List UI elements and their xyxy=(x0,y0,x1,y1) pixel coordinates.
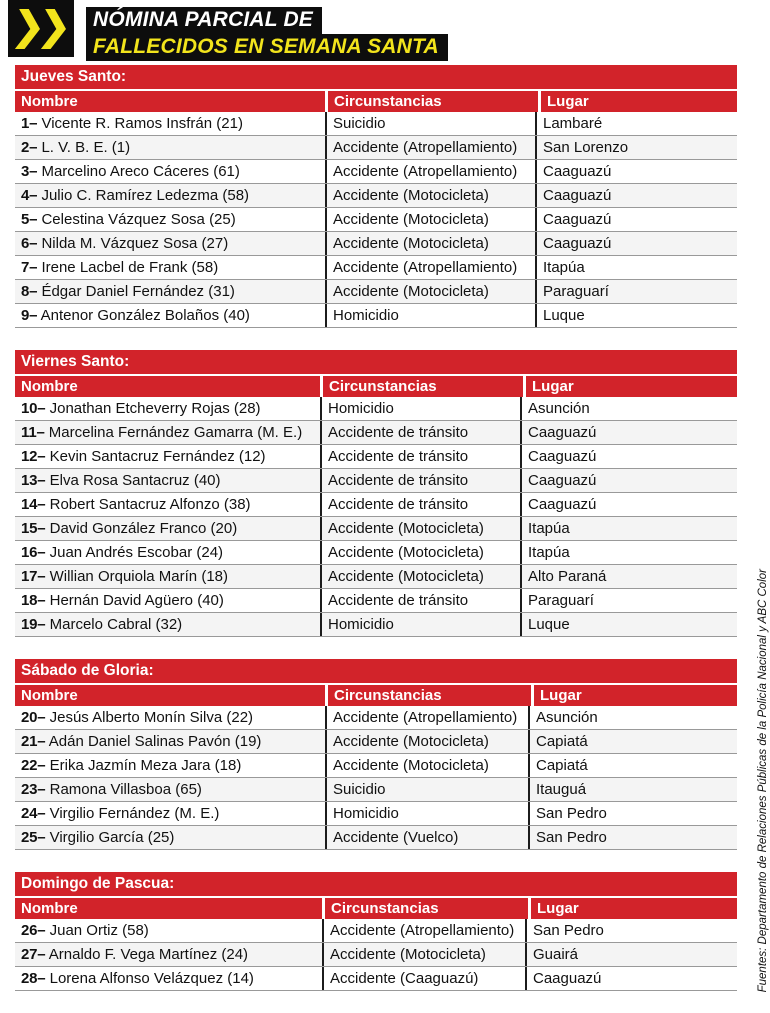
table-row xyxy=(15,706,737,730)
row-place: Asunción xyxy=(528,706,737,729)
row-circumstance: Accidente (Motocicleta) xyxy=(325,280,535,303)
row-place: Caaguazú xyxy=(535,184,737,207)
row-place: San Pedro xyxy=(528,802,737,825)
row-place: Caaguazú xyxy=(525,967,737,990)
table-row xyxy=(15,208,737,232)
row-number: 24– xyxy=(21,805,46,822)
row-circumstance: Accidente (Atropellamiento) xyxy=(325,706,528,729)
row-place: Caaguazú xyxy=(520,421,737,444)
row-name: 28– Lorena Alfonso Velázquez (14) xyxy=(21,970,254,987)
row-name: 1– Vicente R. Ramos Insfrán (21) xyxy=(21,115,243,132)
row-place: Itapúa xyxy=(535,256,737,279)
row-place: Caaguazú xyxy=(520,445,737,468)
column-header-circunstancias: Circunstancias xyxy=(328,685,531,706)
row-circumstance: Accidente (Caaguazú) xyxy=(322,967,525,990)
row-number: 6– xyxy=(21,235,38,252)
row-circumstance: Accidente de tránsito xyxy=(320,469,520,492)
table-row xyxy=(15,967,737,991)
row-circumstance: Homicidio xyxy=(320,397,520,420)
table-row xyxy=(15,493,737,517)
row-circumstance: Accidente (Motocicleta) xyxy=(320,541,520,564)
row-number: 2– xyxy=(21,139,38,156)
table-row xyxy=(15,826,737,850)
table-row xyxy=(15,802,737,826)
table-row xyxy=(15,397,737,421)
table-row xyxy=(15,304,737,328)
section-table xyxy=(15,350,737,637)
column-header-circunstancias: Circunstancias xyxy=(323,376,523,397)
row-place: Guairá xyxy=(525,943,737,966)
row-number: 21– xyxy=(21,733,46,750)
row-name: 16– Juan Andrés Escobar (24) xyxy=(21,544,224,561)
page-title xyxy=(86,7,448,61)
column-header-row xyxy=(15,91,737,112)
row-number: 4– xyxy=(21,187,38,204)
table-row xyxy=(15,160,737,184)
table-row xyxy=(15,778,737,802)
source-note: Fuentes: Departamento de Relaciones Públicas de la Policía Nacional y ABC Color xyxy=(757,568,769,992)
column-header-lugar: Lugar xyxy=(531,898,737,919)
column-header-lugar: Lugar xyxy=(541,91,737,112)
table-row xyxy=(15,613,737,637)
row-name: 10– Jonathan Etcheverry Rojas (28) xyxy=(21,400,261,417)
row-number: 8– xyxy=(21,283,38,300)
row-number: 18– xyxy=(21,592,46,609)
row-number: 17– xyxy=(21,568,46,585)
column-header-nombre: Nombre xyxy=(15,685,325,706)
column-header-nombre: Nombre xyxy=(15,376,320,397)
row-number: 22– xyxy=(21,757,46,774)
row-place: Itapúa xyxy=(520,517,737,540)
table-row xyxy=(15,943,737,967)
row-place: San Lorenzo xyxy=(535,136,737,159)
row-circumstance: Homicidio xyxy=(325,802,528,825)
row-circumstance: Accidente de tránsito xyxy=(320,589,520,612)
row-name: 9– Antenor González Bolaños (40) xyxy=(21,307,250,324)
row-name: 3– Marcelino Areco Cáceres (61) xyxy=(21,163,240,180)
section-table xyxy=(15,872,737,991)
row-place: Lambaré xyxy=(535,112,737,135)
column-header-nombre: Nombre xyxy=(15,91,325,112)
row-name: 26– Juan Ortiz (58) xyxy=(21,922,149,939)
row-number: 9– xyxy=(21,307,38,324)
row-circumstance: Accidente (Atropellamiento) xyxy=(325,256,535,279)
row-name: 25– Virgilio García (25) xyxy=(21,829,175,846)
table-row xyxy=(15,256,737,280)
row-number: 27– xyxy=(21,946,46,963)
row-name: 21– Adán Daniel Salinas Pavón (19) xyxy=(21,733,262,750)
row-number: 23– xyxy=(21,781,46,798)
row-place: Caaguazú xyxy=(520,493,737,516)
row-number: 13– xyxy=(21,472,46,489)
double-chevron-right-icon xyxy=(8,0,74,57)
row-name: 24– Virgilio Fernández (M. E.) xyxy=(21,805,220,822)
row-name: 13– Elva Rosa Santacruz (40) xyxy=(21,472,221,489)
table-row xyxy=(15,469,737,493)
table-body xyxy=(15,397,737,637)
row-place: Asunción xyxy=(520,397,737,420)
section-table xyxy=(15,65,737,328)
table-row xyxy=(15,184,737,208)
row-number: 12– xyxy=(21,448,46,465)
row-place: Paraguarí xyxy=(520,589,737,612)
row-name: 14– Robert Santacruz Alfonzo (38) xyxy=(21,496,251,513)
table-row xyxy=(15,136,737,160)
table-row xyxy=(15,445,737,469)
row-number: 26– xyxy=(21,922,46,939)
row-circumstance: Accidente (Atropellamiento) xyxy=(325,160,535,183)
row-circumstance: Accidente (Motocicleta) xyxy=(325,184,535,207)
section-table xyxy=(15,659,737,850)
table-row xyxy=(15,730,737,754)
section-title-bar: Domingo de Pascua: xyxy=(15,872,737,896)
row-circumstance: Homicidio xyxy=(325,304,535,327)
row-name: 12– Kevin Santacruz Fernández (12) xyxy=(21,448,266,465)
row-number: 19– xyxy=(21,616,46,633)
row-name: 7– Irene Lacbel de Frank (58) xyxy=(21,259,219,276)
table-body xyxy=(15,919,737,991)
chevron-right-icon xyxy=(40,9,67,49)
row-circumstance: Accidente (Motocicleta) xyxy=(325,754,528,777)
row-place: Caaguazú xyxy=(535,160,737,183)
row-place: San Pedro xyxy=(528,826,737,849)
page-title-line-2: FALLECIDOS EN SEMANA SANTA xyxy=(86,34,448,61)
row-place: Paraguarí xyxy=(535,280,737,303)
table-row xyxy=(15,919,737,943)
page-title-line-1: NÓMINA PARCIAL DE xyxy=(86,7,322,34)
row-circumstance: Accidente de tránsito xyxy=(320,493,520,516)
row-place: Capiatá xyxy=(528,754,737,777)
row-circumstance: Accidente (Motocicleta) xyxy=(325,208,535,231)
row-circumstance: Accidente de tránsito xyxy=(320,421,520,444)
row-number: 10– xyxy=(21,400,46,417)
table-row xyxy=(15,541,737,565)
row-place: Itauguá xyxy=(528,778,737,801)
row-number: 5– xyxy=(21,211,38,228)
row-number: 20– xyxy=(21,709,46,726)
tables-container xyxy=(15,65,737,1013)
row-circumstance: Suicidio xyxy=(325,112,535,135)
row-name: 22– Erika Jazmín Meza Jara (18) xyxy=(21,757,242,774)
table-row xyxy=(15,589,737,613)
section-title-bar: Sábado de Gloria: xyxy=(15,659,737,683)
row-circumstance: Accidente (Motocicleta) xyxy=(325,232,535,255)
column-header-circunstancias: Circunstancias xyxy=(325,898,528,919)
row-name: 6– Nilda M. Vázquez Sosa (27) xyxy=(21,235,229,252)
row-number: 7– xyxy=(21,259,38,276)
column-header-row xyxy=(15,898,737,919)
row-place: Caaguazú xyxy=(520,469,737,492)
table-row xyxy=(15,517,737,541)
row-place: San Pedro xyxy=(525,919,737,942)
row-circumstance: Accidente (Motocicleta) xyxy=(325,730,528,753)
row-name: 5– Celestina Vázquez Sosa (25) xyxy=(21,211,236,228)
table-body xyxy=(15,706,737,850)
row-name: 15– David González Franco (20) xyxy=(21,520,238,537)
masthead xyxy=(8,0,448,61)
row-place: Alto Paraná xyxy=(520,565,737,588)
row-number: 11– xyxy=(21,424,45,441)
row-name: 19– Marcelo Cabral (32) xyxy=(21,616,183,633)
row-circumstance: Homicidio xyxy=(320,613,520,636)
row-name: 2– L. V. B. E. (1) xyxy=(21,139,131,156)
row-name: 18– Hernán David Agüero (40) xyxy=(21,592,224,609)
row-place: Luque xyxy=(535,304,737,327)
table-body xyxy=(15,112,737,328)
row-place: Luque xyxy=(520,613,737,636)
column-header-row xyxy=(15,376,737,397)
row-circumstance: Accidente (Atropellamiento) xyxy=(322,919,525,942)
row-number: 1– xyxy=(21,115,38,132)
row-circumstance: Suicidio xyxy=(325,778,528,801)
row-circumstance: Accidente (Atropellamiento) xyxy=(325,136,535,159)
table-row xyxy=(15,232,737,256)
table-row xyxy=(15,421,737,445)
row-circumstance: Accidente de tránsito xyxy=(320,445,520,468)
row-number: 14– xyxy=(21,496,46,513)
row-name: 23– Ramona Villasboa (65) xyxy=(21,781,202,798)
row-circumstance: Accidente (Motocicleta) xyxy=(322,943,525,966)
row-number: 15– xyxy=(21,520,46,537)
row-name: 17– Willian Orquiola Marín (18) xyxy=(21,568,228,585)
row-number: 16– xyxy=(21,544,46,561)
column-header-nombre: Nombre xyxy=(15,898,322,919)
row-circumstance: Accidente (Vuelco) xyxy=(325,826,528,849)
table-row xyxy=(15,112,737,136)
row-name: 11– Marcelina Fernández Gamarra (M. E.) xyxy=(21,424,303,441)
column-header-lugar: Lugar xyxy=(526,376,737,397)
chevron-right-icon xyxy=(14,9,41,49)
row-name: 8– Édgar Daniel Fernández (31) xyxy=(21,283,235,300)
row-number: 3– xyxy=(21,163,38,180)
row-place: Caaguazú xyxy=(535,232,737,255)
table-row xyxy=(15,754,737,778)
row-number: 28– xyxy=(21,970,46,987)
row-name: 27– Arnaldo F. Vega Martínez (24) xyxy=(21,946,249,963)
row-name: 20– Jesús Alberto Monín Silva (22) xyxy=(21,709,254,726)
column-header-lugar: Lugar xyxy=(534,685,737,706)
row-place: Capiatá xyxy=(528,730,737,753)
section-title-bar: Viernes Santo: xyxy=(15,350,737,374)
section-title-bar: Jueves Santo: xyxy=(15,65,737,89)
row-place: Caaguazú xyxy=(535,208,737,231)
row-place: Itapúa xyxy=(520,541,737,564)
row-circumstance: Accidente (Motocicleta) xyxy=(320,517,520,540)
row-number: 25– xyxy=(21,829,46,846)
table-row xyxy=(15,565,737,589)
table-row xyxy=(15,280,737,304)
column-header-row xyxy=(15,685,737,706)
row-name: 4– Julio C. Ramírez Ledezma (58) xyxy=(21,187,250,204)
column-header-circunstancias: Circunstancias xyxy=(328,91,538,112)
row-circumstance: Accidente (Motocicleta) xyxy=(320,565,520,588)
